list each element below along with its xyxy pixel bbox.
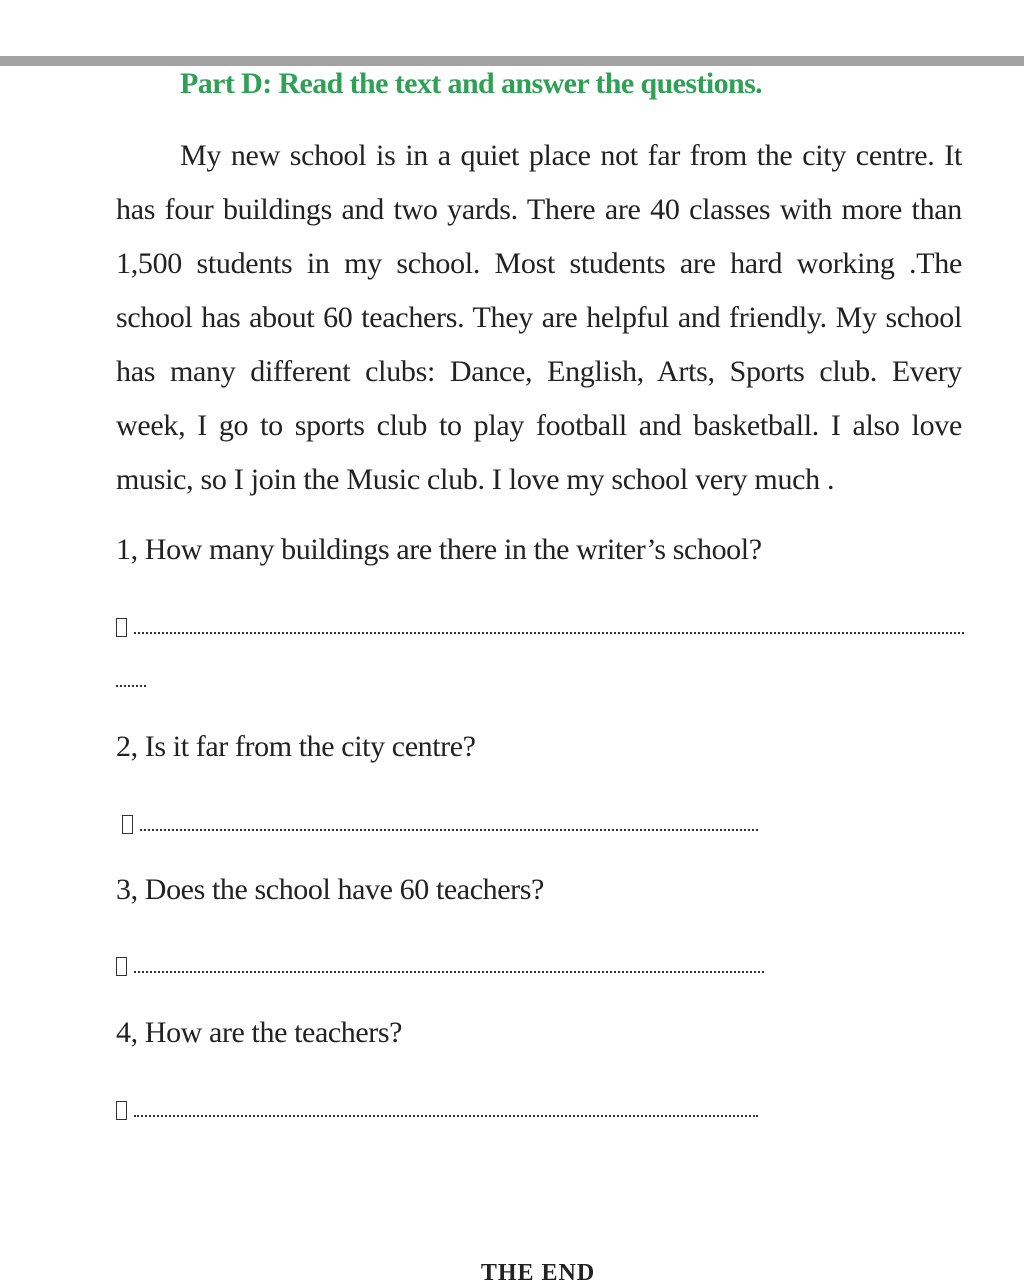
the-end-footer: THE END <box>480 1260 596 1286</box>
answer-box-icon <box>122 815 133 834</box>
reading-passage: My new school is in a quiet place not far from the city centre. It has four buildings and two yards. There are 40 classes with more than 1,500 students in my school. Most students are hard working .The school has about 60 teachers. They are helpful and friendly. My school has many different clubs: Dance, English, Arts, Sports club. Every week, I go to sports club to play football and basketball. I also love music, so I join the Music club. I love my school very much . <box>116 139 962 496</box>
answer-dotted-line <box>140 829 758 831</box>
question-2: 2, Is it far from the city centre? <box>116 730 476 763</box>
answer-box-icon <box>116 618 127 637</box>
question-3: 3, Does the school have 60 teachers? <box>116 873 544 906</box>
question-1: 1, How many buildings are there in the writer’s school? <box>116 533 762 566</box>
answer-line-2[interactable] <box>122 804 758 834</box>
question-4: 4, How are the teachers? <box>116 1016 403 1049</box>
answer-line-4[interactable] <box>116 1090 758 1120</box>
answer-dotted-line <box>134 971 764 973</box>
answer-dotted-line <box>134 632 964 634</box>
answer-line-3[interactable] <box>116 946 764 976</box>
answer-box-icon <box>116 957 127 976</box>
section-heading: Part D: Read the text and answer the questions. <box>180 67 763 100</box>
answer-line-1[interactable] <box>116 607 964 637</box>
answer-dotted-line <box>134 1115 758 1117</box>
answer-dotted-line-continuation <box>116 685 146 687</box>
answer-box-icon <box>116 1101 127 1120</box>
